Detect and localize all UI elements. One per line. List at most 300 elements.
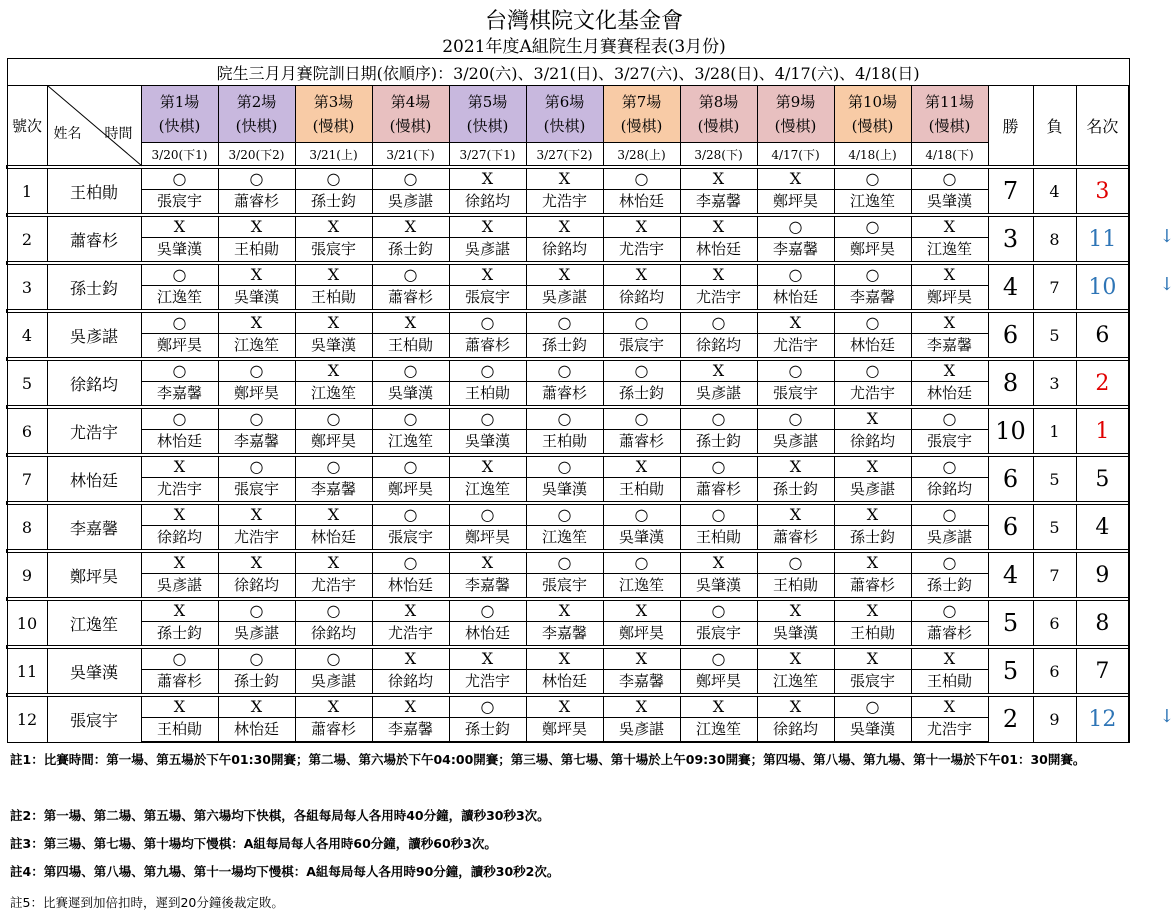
game-result: ○	[295, 169, 372, 190]
game-result: X	[295, 217, 372, 238]
player-name: 張宸宇	[47, 697, 141, 743]
player-row-opponents	[7, 334, 1129, 358]
player-row-opponents	[7, 670, 1129, 694]
header-number: 號次	[7, 86, 47, 166]
game-result: X	[141, 457, 218, 478]
round-date: 3/27(下1)	[449, 143, 526, 166]
game-result: X	[680, 169, 757, 190]
game-opponent: 吳彥諶	[141, 574, 218, 598]
game-result: X	[449, 553, 526, 574]
round-date: 3/21(上)	[295, 143, 372, 166]
player-wins: 4	[988, 553, 1033, 598]
player-row-opponents	[7, 478, 1129, 502]
player-row-opponents	[7, 190, 1129, 214]
player-rank: 2	[1076, 361, 1129, 406]
game-opponent: 蕭睿杉	[295, 718, 372, 743]
player-wins: 3	[988, 217, 1033, 262]
header-time: 時間	[104, 126, 133, 142]
game-opponent: 鄭坪昊	[680, 670, 757, 694]
game-opponent: 吳彥諶	[757, 430, 834, 454]
game-result: ○	[680, 409, 757, 430]
game-result: ○	[295, 457, 372, 478]
player-losses: 6	[1033, 601, 1076, 646]
game-opponent: 張宸宇	[603, 334, 680, 358]
game-opponent: 蕭睿杉	[218, 190, 295, 214]
game-opponent: 鄭坪昊	[911, 286, 988, 310]
game-result: ○	[603, 313, 680, 334]
game-opponent: 李嘉馨	[834, 286, 911, 310]
game-opponent: 王柏勛	[834, 622, 911, 646]
player-wins: 2	[988, 697, 1033, 743]
player-losses: 7	[1033, 265, 1076, 310]
player-number: 6	[7, 409, 47, 454]
game-opponent: 鄭坪昊	[141, 334, 218, 358]
game-result: X	[218, 505, 295, 526]
game-opponent: 尤浩宇	[603, 238, 680, 262]
game-result: X	[526, 265, 603, 286]
player-row-opponents	[7, 526, 1129, 550]
game-opponent: 江逸笙	[526, 526, 603, 550]
game-result: X	[911, 265, 988, 286]
game-opponent: 尤浩宇	[757, 334, 834, 358]
game-opponent: 江逸笙	[449, 478, 526, 502]
game-result: ○	[911, 505, 988, 526]
round-type: (慢棋)	[774, 117, 817, 135]
game-opponent: 張宸宇	[449, 286, 526, 310]
player-rank: 12	[1076, 697, 1129, 743]
game-result: X	[680, 265, 757, 286]
game-opponent: 張宸宇	[834, 670, 911, 694]
round-type: (慢棋)	[389, 117, 432, 135]
game-result: ○	[218, 649, 295, 670]
game-result: X	[449, 169, 526, 190]
player-row-opponents	[7, 286, 1129, 310]
game-result: X	[141, 505, 218, 526]
player-number: 3	[7, 265, 47, 310]
player-losses: 4	[1033, 169, 1076, 214]
game-opponent: 尤浩宇	[449, 670, 526, 694]
game-opponent: 張宸宇	[295, 238, 372, 262]
player-row-opponents	[7, 622, 1129, 646]
player-number: 9	[7, 553, 47, 598]
game-opponent: 孫士鈞	[911, 574, 988, 598]
round-type: (慢棋)	[697, 117, 740, 135]
game-result: X	[680, 217, 757, 238]
game-opponent: 江逸笙	[218, 334, 295, 358]
round-header-10	[834, 86, 911, 143]
player-wins: 8	[988, 361, 1033, 406]
game-result: X	[680, 361, 757, 382]
game-opponent: 吳彥諶	[218, 622, 295, 646]
player-losses: 3	[1033, 361, 1076, 406]
game-result: X	[757, 697, 834, 718]
player-number: 11	[7, 649, 47, 694]
game-result: ○	[834, 697, 911, 718]
game-opponent: 孫士鈞	[526, 334, 603, 358]
header-losses: 負	[1033, 86, 1076, 166]
game-result: ○	[372, 169, 449, 190]
game-opponent: 孫士鈞	[449, 718, 526, 743]
round-date: 3/20(下2)	[218, 143, 295, 166]
game-result: X	[372, 649, 449, 670]
game-opponent: 江逸笙	[295, 382, 372, 406]
game-opponent: 李嘉馨	[141, 382, 218, 406]
game-result: X	[911, 697, 988, 718]
game-result: X	[834, 505, 911, 526]
game-opponent: 林怡廷	[834, 334, 911, 358]
game-opponent: 張宸宇	[911, 430, 988, 454]
game-opponent: 吳彥諶	[372, 190, 449, 214]
game-opponent: 蕭睿杉	[680, 478, 757, 502]
game-result: X	[526, 601, 603, 622]
game-result: X	[218, 697, 295, 718]
game-result: ○	[372, 409, 449, 430]
game-result: ○	[295, 649, 372, 670]
game-result: ○	[449, 505, 526, 526]
game-opponent: 吳彥諶	[603, 718, 680, 743]
game-result: X	[680, 697, 757, 718]
player-wins: 5	[988, 601, 1033, 646]
game-opponent: 李嘉馨	[603, 670, 680, 694]
game-opponent: 王柏勛	[141, 718, 218, 743]
game-opponent: 吳肇漢	[526, 478, 603, 502]
game-result: X	[449, 457, 526, 478]
game-opponent: 蕭睿杉	[526, 382, 603, 406]
game-opponent: 鄭坪昊	[218, 382, 295, 406]
player-name: 孫士鈞	[47, 265, 141, 310]
game-opponent: 張宸宇	[372, 526, 449, 550]
game-result: ○	[218, 409, 295, 430]
game-opponent: 鄭坪昊	[757, 190, 834, 214]
game-opponent: 林怡廷	[603, 190, 680, 214]
game-result: X	[218, 553, 295, 574]
game-result: X	[757, 649, 834, 670]
round-header-8	[680, 86, 757, 143]
game-result: X	[757, 601, 834, 622]
player-row	[7, 697, 1129, 718]
player-wins: 6	[988, 457, 1033, 502]
game-opponent: 吳彥諶	[680, 382, 757, 406]
game-opponent: 徐銘均	[372, 670, 449, 694]
game-opponent: 孫士鈞	[295, 190, 372, 214]
round-type: (快棋)	[543, 117, 586, 135]
game-result: X	[603, 457, 680, 478]
game-opponent: 尤浩宇	[295, 574, 372, 598]
game-result: ○	[372, 457, 449, 478]
player-row-opponents	[7, 238, 1129, 262]
game-opponent: 李嘉馨	[526, 622, 603, 646]
player-wins: 4	[988, 265, 1033, 310]
game-result: ○	[757, 553, 834, 574]
game-opponent: 蕭睿杉	[449, 334, 526, 358]
round-label: 第5場	[467, 93, 508, 111]
round-label: 第3場	[313, 93, 354, 111]
game-opponent: 王柏勛	[911, 670, 988, 694]
game-result: ○	[295, 409, 372, 430]
game-opponent: 吳彥諶	[526, 286, 603, 310]
player-losses: 5	[1033, 505, 1076, 550]
game-result: ○	[372, 505, 449, 526]
game-opponent: 徐銘均	[218, 574, 295, 598]
game-result: ○	[680, 601, 757, 622]
player-row-opponents	[7, 430, 1129, 454]
game-result: X	[834, 457, 911, 478]
game-opponent: 鄭坪昊	[372, 478, 449, 502]
game-opponent: 張宸宇	[141, 190, 218, 214]
game-opponent: 徐銘均	[449, 190, 526, 214]
player-name: 鄭坪昊	[47, 553, 141, 598]
game-opponent: 林怡廷	[295, 526, 372, 550]
rank-down-arrow-icon: ↓	[1159, 706, 1174, 728]
game-result: ○	[603, 505, 680, 526]
game-result: ○	[911, 601, 988, 622]
round-header-2	[218, 86, 295, 143]
player-losses: 9	[1033, 697, 1076, 743]
game-result: ○	[911, 169, 988, 190]
game-opponent: 鄭坪昊	[526, 718, 603, 743]
game-opponent: 江逸笙	[372, 430, 449, 454]
game-result: ○	[141, 313, 218, 334]
game-opponent: 王柏勛	[680, 526, 757, 550]
player-losses: 6	[1033, 649, 1076, 694]
player-name: 吳肇漢	[47, 649, 141, 694]
game-result: X	[218, 217, 295, 238]
game-result: ○	[680, 649, 757, 670]
game-result: ○	[680, 505, 757, 526]
schedule-table	[6, 58, 1130, 743]
game-opponent: 孫士鈞	[680, 430, 757, 454]
round-label: 第4場	[390, 93, 431, 111]
game-result: X	[218, 265, 295, 286]
game-opponent: 尤浩宇	[372, 622, 449, 646]
game-opponent: 林怡廷	[218, 718, 295, 743]
header-wins: 勝	[988, 86, 1033, 166]
player-number: 1	[7, 169, 47, 214]
game-result: ○	[834, 313, 911, 334]
game-result: ○	[372, 265, 449, 286]
game-opponent: 吳肇漢	[295, 334, 372, 358]
game-result: X	[757, 457, 834, 478]
game-opponent: 王柏勛	[526, 430, 603, 454]
game-result: ○	[218, 601, 295, 622]
game-opponent: 吳彥諶	[295, 670, 372, 694]
round-date: 3/20(下1)	[141, 143, 218, 166]
round-date: 3/28(上)	[603, 143, 680, 166]
player-rank: 4	[1076, 505, 1129, 550]
game-opponent: 吳肇漢	[834, 718, 911, 743]
game-result: ○	[449, 409, 526, 430]
game-opponent: 孫士鈞	[603, 382, 680, 406]
game-opponent: 王柏勛	[295, 286, 372, 310]
game-opponent: 林怡廷	[449, 622, 526, 646]
player-wins: 6	[988, 313, 1033, 358]
note-5: 註5：比賽遲到加倍扣時，遲到20分鐘後裁定敗。	[10, 895, 284, 910]
game-result: X	[603, 265, 680, 286]
game-opponent: 徐銘均	[834, 430, 911, 454]
game-opponent: 吳彥諶	[911, 526, 988, 550]
tournament-dates: 院生三月月賽院訓日期(依順序)：3/20(六)、3/21(日)、3/27(六)、3/28(日)、4/17(六)、4/18(日)	[7, 59, 1129, 86]
game-opponent: 江逸笙	[757, 670, 834, 694]
game-result: ○	[757, 265, 834, 286]
player-row	[7, 553, 1129, 574]
game-opponent: 吳肇漢	[680, 574, 757, 598]
game-result: ○	[449, 313, 526, 334]
game-opponent: 吳肇漢	[372, 382, 449, 406]
game-result: ○	[449, 361, 526, 382]
game-opponent: 徐銘均	[526, 238, 603, 262]
round-header-6	[526, 86, 603, 143]
player-number: 2	[7, 217, 47, 262]
round-type: (慢棋)	[620, 117, 663, 135]
player-row-opponents	[7, 382, 1129, 406]
player-losses: 1	[1033, 409, 1076, 454]
game-opponent: 吳肇漢	[911, 190, 988, 214]
game-result: ○	[911, 553, 988, 574]
player-losses: 7	[1033, 553, 1076, 598]
game-result: X	[757, 169, 834, 190]
game-result: ○	[141, 361, 218, 382]
game-opponent: 林怡廷	[141, 430, 218, 454]
game-result: ○	[218, 361, 295, 382]
game-result: X	[295, 265, 372, 286]
game-opponent: 徐銘均	[603, 286, 680, 310]
player-name: 王柏勛	[47, 169, 141, 214]
game-result: ○	[603, 409, 680, 430]
game-result: X	[141, 601, 218, 622]
game-result: ○	[141, 169, 218, 190]
game-opponent: 鄭坪昊	[295, 430, 372, 454]
player-rank: 3	[1076, 169, 1129, 214]
player-row	[7, 457, 1129, 478]
note-3: 註3：第三場、第七場、第十場均下慢棋：A組每局每人各用時60分鐘，讀秒60秒3次。	[10, 836, 497, 851]
round-header-7	[603, 86, 680, 143]
player-name: 徐銘均	[47, 361, 141, 406]
game-opponent: 吳肇漢	[218, 286, 295, 310]
player-rank: 1	[1076, 409, 1129, 454]
game-opponent: 張宸宇	[526, 574, 603, 598]
game-result: X	[295, 361, 372, 382]
game-result: ○	[141, 265, 218, 286]
round-type: (慢棋)	[312, 117, 355, 135]
game-opponent: 吳彥諶	[449, 238, 526, 262]
game-result: X	[834, 409, 911, 430]
player-row	[7, 169, 1129, 190]
round-date: 3/27(下2)	[526, 143, 603, 166]
game-result: X	[449, 649, 526, 670]
game-result: X	[834, 553, 911, 574]
game-result: ○	[449, 601, 526, 622]
game-opponent: 尤浩宇	[680, 286, 757, 310]
player-name: 林怡廷	[47, 457, 141, 502]
game-result: X	[526, 649, 603, 670]
round-type: (快棋)	[158, 117, 201, 135]
game-result: ○	[757, 409, 834, 430]
game-result: X	[911, 649, 988, 670]
round-date: 3/21(下)	[372, 143, 449, 166]
player-name: 李嘉馨	[47, 505, 141, 550]
player-number: 12	[7, 697, 47, 743]
round-type: (快棋)	[466, 117, 509, 135]
game-opponent: 尤浩宇	[526, 190, 603, 214]
player-rank: 7	[1076, 649, 1129, 694]
game-opponent: 林怡廷	[372, 574, 449, 598]
header-name-time	[47, 86, 141, 166]
game-opponent: 鄭坪昊	[449, 526, 526, 550]
game-result: ○	[680, 457, 757, 478]
game-opponent: 鄭坪昊	[603, 622, 680, 646]
round-label: 第8場	[698, 93, 739, 111]
game-result: X	[526, 169, 603, 190]
game-opponent: 王柏勛	[218, 238, 295, 262]
game-result: ○	[526, 457, 603, 478]
game-result: ○	[757, 217, 834, 238]
round-header-4	[372, 86, 449, 143]
game-opponent: 林怡廷	[911, 382, 988, 406]
round-header-3	[295, 86, 372, 143]
game-opponent: 李嘉馨	[757, 238, 834, 262]
game-opponent: 江逸笙	[141, 286, 218, 310]
game-opponent: 李嘉馨	[295, 478, 372, 502]
player-rank: 6	[1076, 313, 1129, 358]
game-opponent: 林怡廷	[526, 670, 603, 694]
game-opponent: 吳彥諶	[834, 478, 911, 502]
game-result: ○	[834, 361, 911, 382]
header-rank: 名次	[1076, 86, 1129, 166]
round-type: (慢棋)	[851, 117, 894, 135]
player-number: 10	[7, 601, 47, 646]
game-opponent: 張宸宇	[680, 622, 757, 646]
player-row	[7, 217, 1129, 238]
game-opponent: 孫士鈞	[757, 478, 834, 502]
game-opponent: 江逸笙	[680, 718, 757, 743]
game-opponent: 王柏勛	[757, 574, 834, 598]
game-result: X	[757, 313, 834, 334]
round-label: 第11場	[924, 93, 975, 111]
game-result: ○	[526, 361, 603, 382]
player-row-opponents	[7, 718, 1129, 743]
player-number: 5	[7, 361, 47, 406]
game-result: ○	[218, 457, 295, 478]
player-losses: 8	[1033, 217, 1076, 262]
game-opponent: 蕭睿杉	[834, 574, 911, 598]
player-rank: 9	[1076, 553, 1129, 598]
game-opponent: 江逸笙	[834, 190, 911, 214]
round-type: (快棋)	[235, 117, 278, 135]
game-result: ○	[834, 217, 911, 238]
game-result: ○	[911, 409, 988, 430]
game-opponent: 王柏勛	[372, 334, 449, 358]
game-result: X	[449, 217, 526, 238]
header-name: 姓名	[53, 126, 82, 142]
game-result: X	[295, 505, 372, 526]
round-header-11	[911, 86, 988, 143]
round-label: 第7場	[621, 93, 662, 111]
game-result: ○	[141, 409, 218, 430]
player-wins: 5	[988, 649, 1033, 694]
game-opponent: 尤浩宇	[911, 718, 988, 743]
game-result: X	[295, 697, 372, 718]
game-result: ○	[372, 361, 449, 382]
player-name: 吳彥諶	[47, 313, 141, 358]
game-opponent: 蕭睿杉	[603, 430, 680, 454]
game-opponent: 李嘉馨	[680, 190, 757, 214]
round-date: 4/18(下)	[911, 143, 988, 166]
game-opponent: 蕭睿杉	[141, 670, 218, 694]
game-result: ○	[603, 553, 680, 574]
round-header-1	[141, 86, 218, 143]
game-result: ○	[603, 169, 680, 190]
player-row	[7, 601, 1129, 622]
